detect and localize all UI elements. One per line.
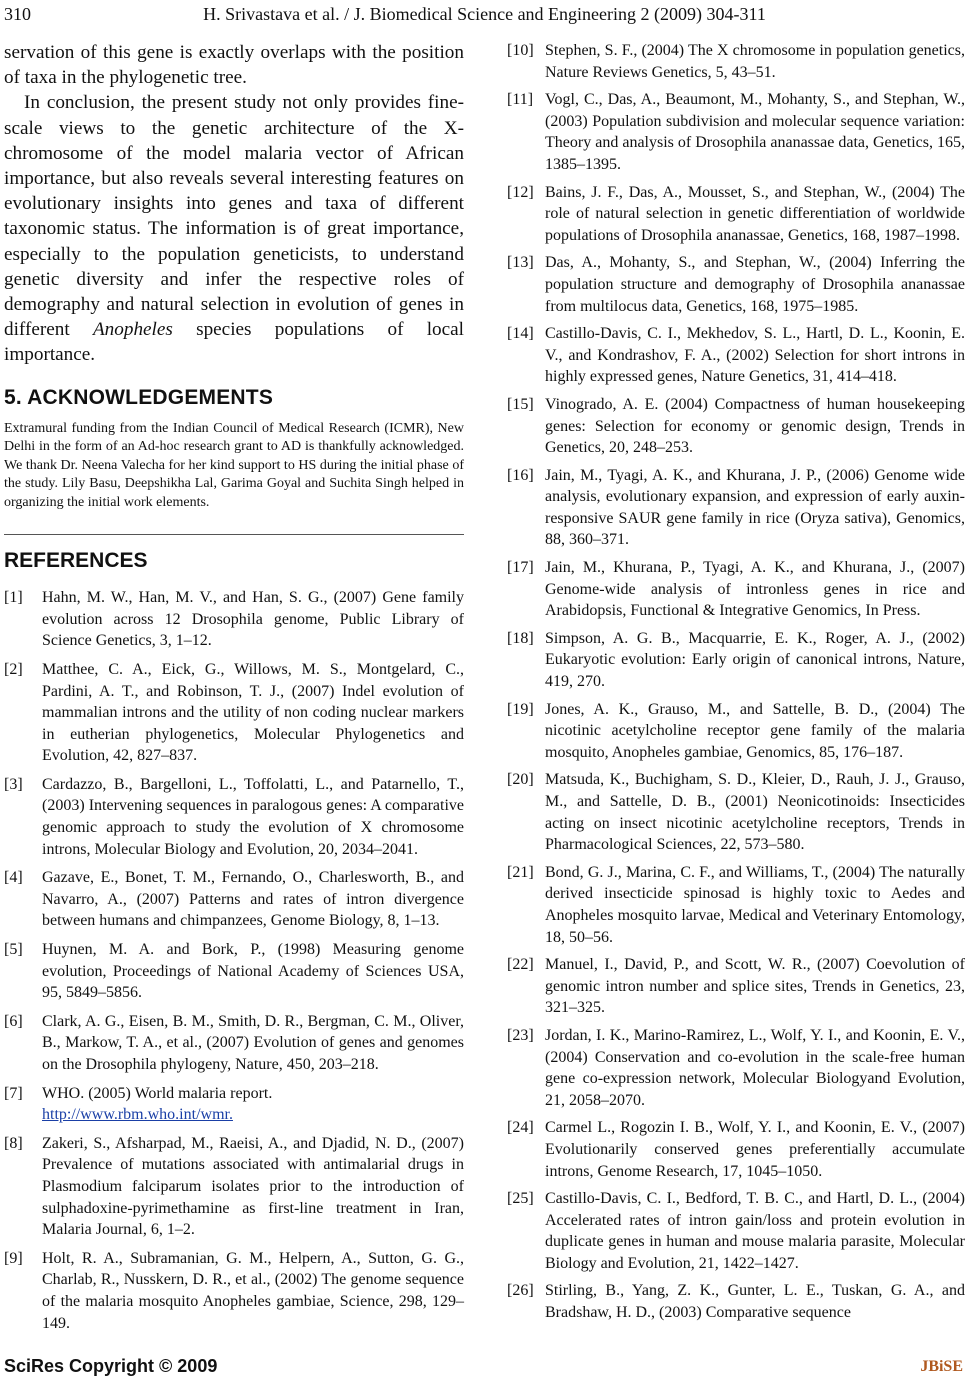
reference-text <box>42 867 464 932</box>
reference-number: [1] <box>4 589 23 607</box>
reference-citation: Bond, G. J., Marina, C. F., and Williams, T., (2004) The naturally derived insecticide spinosad is highly toxic to Aedes and Anopheles mosquito larvae, Medical and Veterinary Entomology, 18, 50–56. <box>545 863 965 946</box>
reference-number: [4] <box>4 869 23 887</box>
reference-citation: Vinogrado, A. E. (2004) Compactness of human housekeeping genes: Selection for economy or genomic design, Trends in Genetics, 20, 248–253. <box>545 395 965 457</box>
reference-number: [15] <box>507 395 534 413</box>
reference-item <box>507 699 965 764</box>
reference-citation: Simpson, A. G. B., Macquarrie, E. K., Roger, A. J., (2002) Eukaryotic evolution: Early origin of canonical introns, Nature, 419, 270. <box>545 629 965 691</box>
reference-text <box>545 182 965 247</box>
reference-number: [2] <box>4 660 23 678</box>
left-column <box>4 40 464 1341</box>
reference-citation: Clark, A. G., Eisen, B. M., Smith, D. R., Bergman, C. M., Oliver, B., Markow, T. A., et al., (2007) Evolution of genes and genomes on the Drosophila phylogeny, Nature, 450, 203–218. <box>42 1012 464 1074</box>
reference-item <box>4 939 464 1004</box>
page-footer <box>0 1352 969 1384</box>
reference-text <box>545 699 965 764</box>
reference-citation: Matsuda, K., Buchigham, S. D., Kleier, D., Rauh, J. J., Grauso, M., and Sattelle, D. B., (2001) Neonicotinoids: Insecticides acting on insect nicotinic acetylcholine receptors, Trends in Pharmacological Sciences, 22, 573–580. <box>545 771 965 854</box>
reference-item <box>507 182 965 247</box>
running-title: H. Srivastava et al. / J. Biomedical Science and Engineering 2 (2009) 304-311 <box>203 4 766 24</box>
reference-item <box>507 1025 965 1111</box>
reference-number: [14] <box>507 325 534 343</box>
reference-text <box>42 1011 464 1076</box>
reference-text <box>545 89 965 175</box>
acknowledgements-text: Extramural funding from the Indian Council of Medical Research (ICMR), New Delhi in the form of an Ad-hoc research grant to AD is thankfully acknowledged. We thank Dr. Neena Valecha for her kind support to HS during the initial phase of the study. Lily Basu, Deepshikha Lal, Garima Goyal and Suchita Singh helped in organizing the initial work elements. <box>4 420 464 510</box>
reference-item <box>507 862 965 948</box>
reference-item <box>4 1083 464 1126</box>
reference-number: [3] <box>4 775 23 793</box>
reference-citation: Cardazzo, B., Bargelloni, L., Toffolatti, L., and Patarnello, T., (2003) Intervening sequences in paralogous genes: A comparative genomic approach to study the evolution of X chromosome introns, Molecular Biology and Evolution, 20, 2034–2041. <box>42 775 464 858</box>
reference-text <box>42 774 464 860</box>
reference-number: [9] <box>4 1249 23 1267</box>
reference-citation: Huynen, M. A. and Bork, P., (1998) Measuring genome evolution, Proceedings of National Academy of Sciences USA, 95, 5849–5856. <box>42 941 464 1002</box>
reference-number: [18] <box>507 629 534 647</box>
reference-number: [13] <box>507 254 534 272</box>
page-number: 310 <box>4 4 31 24</box>
reference-text <box>545 252 965 317</box>
reference-text <box>42 587 464 652</box>
reference-text <box>545 323 965 388</box>
reference-text <box>545 1025 965 1111</box>
reference-item <box>507 954 965 1019</box>
reference-item <box>507 252 965 317</box>
reference-item <box>4 774 464 860</box>
reference-text <box>545 1188 965 1274</box>
reference-citation: Holt, R. A., Subramanian, G. M., Helpern, A., Sutton, G. G., Charlab, R., Nusskern, D. R., et al., (2002) The genome sequence of the malaria mosquito Anopheles gambiae, Science, 298, 129–149. <box>42 1249 464 1332</box>
reference-text <box>545 954 965 1019</box>
reference-citation: Vogl, C., Das, A., Beaumont, M., Mohanty, S., and Stephan, W., (2003) Population subdivision and molecular sequence variation: Theory and analysis of Drosophila ananassae data, Genetics, 165, 1385–1395. <box>545 91 965 173</box>
reference-item <box>507 769 965 855</box>
reference-text <box>545 465 965 551</box>
reference-citation: Jain, M., Tyagi, A. K., and Khurana, J. P., (2006) Genome wide analysis, evolutionary expansion, and expression of early auxin-responsive SAUR gene family in rice (Oryza sativa), Genomics, 88, 360–371. <box>545 466 965 549</box>
reference-text <box>545 769 965 855</box>
reference-citation: Gazave, E., Bonet, T. M., Fernando, O., Charlesworth, B., and Navarro, A., (2007) Patterns and rates of intron divergence between humans and chimpanzees, Genome Biology, 8, 1–13. <box>42 869 464 930</box>
reference-citation: Matthee, C. A., Eick, G., Willows, M. S., Montgelard, C., Pardini, A. T., and Robinson, T. J., (2007) Indel evolution of mammalian introns and the utility of non coding nuclear markers in eutherian phylogenetics, Molecular Phylogenetics and Evolution, 42, 827–837. <box>42 660 464 765</box>
reference-citation: Castillo-Davis, C. I., Mekhedov, S. L., Hartl, D. L., Koonin, E. V., and Kondrashov, F. A., (2002) Selection for short introns in highly expressed genes, Nature Genetics, 31, 414–418. <box>545 325 965 386</box>
reference-item <box>507 628 965 693</box>
reference-item <box>507 394 965 459</box>
reference-citation: Stephen, S. F., (2004) The X chromosome in population genetics, Nature Reviews Genetics, 5, 43–51. <box>545 42 965 81</box>
copyright-notice: SciRes Copyright © 2009 <box>4 1356 218 1376</box>
reference-citation: Stirling, B., Yang, Z. K., Gunter, L. E., Tuskan, G. A., and Bradshaw, H. D., (2003) Comparative sequence <box>545 1282 965 1322</box>
reference-text <box>42 1248 464 1334</box>
reference-item <box>4 1133 464 1241</box>
references-heading: REFERENCES <box>4 549 148 573</box>
reference-citation: Castillo-Davis, C. I., Bedford, T. B. C., and Hartl, D. L., (2004) Accelerated rates of intron gain/loss and protein evolution in duplicate genes in human and mouse malaria parasite, Molecular Biology and Evolution, 21, 1422–1427. <box>545 1190 965 1272</box>
reference-text <box>545 1280 965 1323</box>
journal-logo: JBiSE <box>920 1358 963 1375</box>
running-header <box>0 2 969 30</box>
reference-text <box>545 628 965 693</box>
reference-number: [24] <box>507 1119 534 1137</box>
reference-citation: Das, A., Mohanty, S., and Stephan, W., (2004) Inferring the population structure and demography of Drosophila ananassae from multilocus data, Genetics, 168, 1975–1985. <box>545 254 965 315</box>
reference-text <box>545 557 965 622</box>
body-paragraph-1: servation of this gene is exactly overlaps with the position of taxa in the phylogenetic tree. <box>4 42 464 89</box>
body-paragraph-2-text-a: In conclusion, the present study not only provides fine-scale views to the genetic architecture of the X-chromosome of the model malaria vector of African importance, but also reveals several interesting features on evolutionary insights into genes and taxa of different taxonomic status. The information is of great importance, especially to the population geneticists, to understand genetic diversity and infer the respective roles of demography and natural selection in evolution of genes in different <box>4 92 464 341</box>
reference-item <box>4 659 464 767</box>
reference-number: [16] <box>507 466 534 484</box>
reference-citation: Jordan, I. K., Marino-Ramirez, L., Wolf, Y. I., and Koonin, E. V., (2004) Conservation and co-evolution in the scale-free human gene co-expression network, Molecular Biologyand Evolution, 21, 2058–2070. <box>545 1026 965 1109</box>
reference-number: [11] <box>507 91 534 109</box>
reference-item <box>507 40 965 83</box>
reference-text <box>42 1083 464 1126</box>
reference-number: [12] <box>507 183 534 201</box>
reference-item <box>507 465 965 551</box>
reference-text <box>42 1133 464 1241</box>
reference-number: [26] <box>507 1282 534 1300</box>
reference-text <box>545 394 965 459</box>
reference-number: [10] <box>507 42 534 59</box>
reference-number: [19] <box>507 700 534 718</box>
reference-text <box>42 659 464 767</box>
reference-link[interactable]: http://www.rbm.who.int/wmr. <box>42 1106 233 1124</box>
reference-number: [8] <box>4 1134 23 1152</box>
reference-item <box>507 1188 965 1274</box>
reference-text <box>545 862 965 948</box>
body-paragraph-2-text-b: species populations of local importance. <box>4 319 464 366</box>
reference-item <box>507 89 965 175</box>
reference-text <box>42 939 464 1004</box>
reference-number: [23] <box>507 1026 534 1044</box>
reference-citation: Manuel, I., David, P., and Scott, W. R., (2007) Coevolution of genomic intron number and splice sites, Trends in Genetics, 23, 321–325. <box>545 956 965 1017</box>
reference-item <box>507 323 965 388</box>
reference-text <box>545 1117 965 1182</box>
reference-item <box>507 1117 965 1182</box>
section-divider <box>4 534 464 535</box>
acknowledgements-heading: 5. ACKNOWLEDGEMENTS <box>4 385 274 409</box>
reference-number: [22] <box>507 956 534 974</box>
reference-list-right <box>507 40 965 1324</box>
reference-item <box>4 1011 464 1076</box>
reference-citation: Bains, J. F., Das, A., Mousset, S., and Stephan, W., (2004) The role of natural selection in genetic differentiation of worldwide populations of Drosophila ananassae, Genetics, 168, 1987–1998. <box>545 183 965 244</box>
reference-citation: Jones, A. K., Grauso, M., and Sattelle, B. D., (2004) The nicotinic acetylcholine receptor gene family of the malaria mosquito, Anopheles gambiae, Genomics, 85, 176–187. <box>545 700 965 761</box>
body-paragraph-2-genus: Anopheles <box>92 319 173 341</box>
reference-number: [20] <box>507 771 534 789</box>
reference-number: [17] <box>507 559 534 577</box>
body-paragraph-2 <box>4 90 464 367</box>
reference-number: [21] <box>507 863 534 881</box>
reference-citation: Carmel L., Rogozin I. B., Wolf, Y. I., and Koonin, E. V., (2007) Evolutionarily conserved genes preferentially accumulate introns, Genome Research, 17, 1045–1050. <box>545 1119 965 1180</box>
reference-number: [5] <box>4 941 23 959</box>
reference-citation: Jain, M., Khurana, P., Tyagi, A. K., and Khurana, J., (2007) Genome-wide analysis of intronless genes in rice and Arabidopsis, Functional & Integrative Genomics, In Press. <box>545 559 965 620</box>
reference-text <box>545 40 965 83</box>
reference-number: [6] <box>4 1012 23 1030</box>
reference-item <box>4 1248 464 1334</box>
reference-item <box>507 557 965 622</box>
right-column <box>507 40 965 1330</box>
reference-list-left <box>4 587 464 1334</box>
reference-citation: Hahn, M. W., Han, M. V., and Han, S. G., (2007) Gene family evolution across 12 Drosophila genome, Public Library of Science Genetics, 3, 1–12. <box>42 589 464 650</box>
reference-number: [25] <box>507 1190 534 1208</box>
reference-item <box>4 867 464 932</box>
reference-item <box>4 587 464 652</box>
reference-item <box>507 1280 965 1323</box>
reference-citation: Zakeri, S., Afsharpad, M., Raeisi, A., and Djadid, N. D., (2007) Prevalence of mutations associated with antimalarial drugs in Plasmodium falciparum isolates prior to the introduction of sulphadoxine-pyrimethamine as first-line treatment in Iran, Malaria Journal, 6, 1–2. <box>42 1134 464 1239</box>
reference-number: [7] <box>4 1084 23 1102</box>
reference-citation: WHO. (2005) World malaria report. <box>42 1084 273 1102</box>
